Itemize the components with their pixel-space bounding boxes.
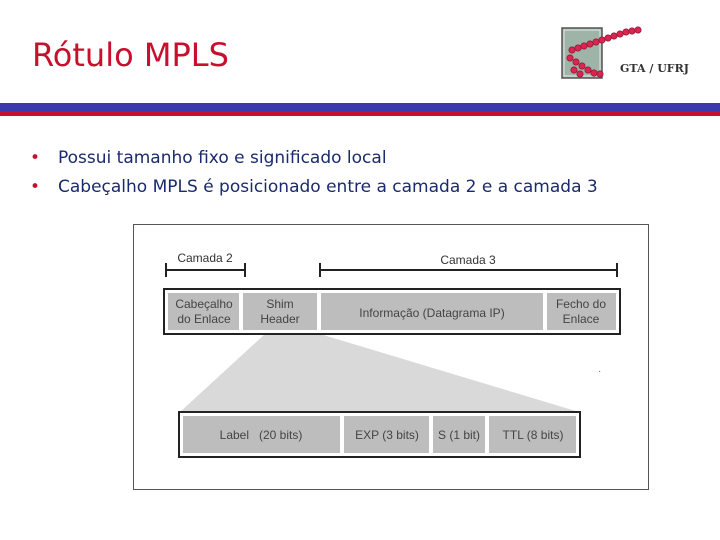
- stray-mark: ·: [598, 366, 602, 377]
- logo-text: GTA / UFRJ: [620, 62, 689, 75]
- field-ip-datagram-label: Informação (Datagrama IP): [359, 306, 505, 320]
- shim-field-s-text: S (1 bit): [437, 428, 481, 442]
- slide-title: Rótulo MPLS: [32, 36, 229, 74]
- bullet-dot-icon: •: [30, 148, 41, 168]
- bullet-text: Possui tamanho fixo e significado local: [58, 148, 387, 168]
- shim-field-ttl-text: TTL (8 bits): [502, 428, 564, 442]
- gta-logo: [556, 26, 696, 86]
- field-link-trailer-line2: Enlace: [562, 312, 600, 326]
- mpls-diagram: [133, 224, 649, 490]
- bullet-text: Cabeçalho MPLS é posicionado entre a camada 2 e a camada 3: [58, 177, 598, 197]
- bullet-item: [30, 173, 598, 202]
- layer3-label: Camada 3: [440, 253, 496, 267]
- field-link-trailer-line1: Fecho do: [555, 297, 607, 311]
- shim-field-label-text: Label (20 bits): [219, 428, 303, 442]
- field-shim-header-line2: Header: [260, 312, 300, 326]
- header-rule-blue: [0, 103, 720, 111]
- field-link-header-line2: do Enlace: [177, 312, 231, 326]
- field-shim-header-line1: Shim: [266, 297, 294, 311]
- field-link-header-line1: Cabeçalho: [175, 297, 233, 311]
- layer2-label: Camada 2: [177, 251, 233, 265]
- bullet-item: [30, 144, 598, 173]
- header-rule-red: [0, 111, 720, 116]
- bullet-dot-icon: •: [30, 177, 41, 197]
- bullet-list: [30, 144, 598, 202]
- shim-field-exp-text: EXP (3 bits): [355, 428, 419, 442]
